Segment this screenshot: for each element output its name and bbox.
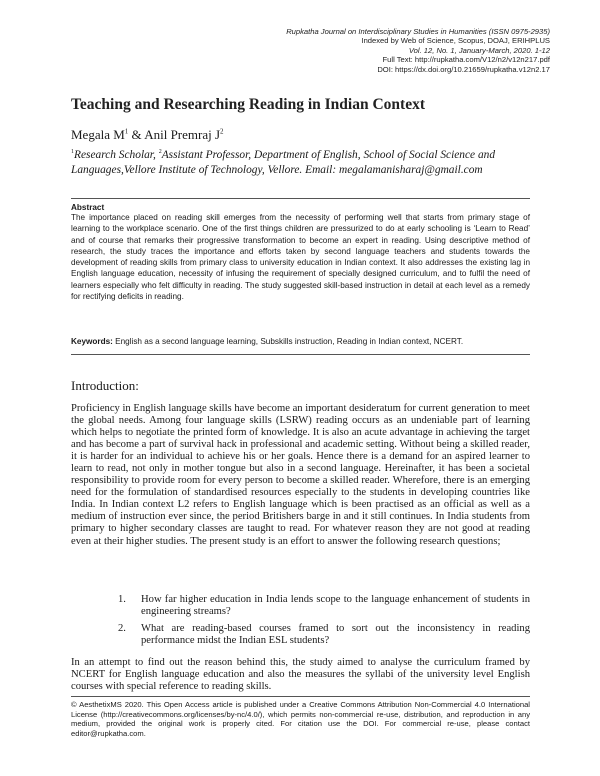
keywords-label: Keywords: [71, 337, 113, 346]
abstract-bottom-rule [71, 354, 530, 355]
paper-title: Teaching and Researching Reading in Indian Context [71, 96, 425, 113]
abstract-top-rule [71, 198, 530, 199]
journal-volume: Vol. 12, No. 1, January-March, 2020. 1-12 [408, 45, 550, 55]
research-question-2 [71, 623, 530, 647]
doi-link[interactable]: DOI: https://dx.doi.org/10.21659/rupkatha.v12n2.17 [377, 64, 550, 74]
introduction-paragraph-1: Proficiency in English language skills have become an important desideratum for current generation to meet the global needs. Among four language skills (LSRW) reading occurs as an undeniable part of learning which helps to negotiate the printed form of knowledge. It is also an acute advantage in achieving the target and has become a part of survival hack in professional and academic setting. Without being a skilled reader, it is harder for an individual to achieve his or her goals. Hence there is a demand for an aspired learner to learn to read, not only in mother tongue but also in a second language. Hereinafter, it has been a societal responsibility to provide room for every person to become a skilled reader. Wherefore, there is an emerging need for the formulation of standardised resources especially to the students in developing countries like India. In Indian context L2 refers to English language which is been practised as an official as well as a medium of instruction ever since, the period Britishers barge in and it still continues. In India students from primary to higher secondary classes are taught to read. For whatever reason they are not good at reading even at their higher studies. The present study is an effort to answer the following research questions; [71, 403, 530, 547]
question-number: 2. [118, 623, 126, 635]
author-1: Megala M [71, 127, 125, 142]
question-number: 1. [118, 594, 126, 605]
footer-rule [71, 696, 530, 697]
question-text: What are reading-based courses framed to sort out the inconsistency in reading performance midst the Indian ESL students? [141, 623, 530, 647]
affiliation-mark-1: 1 [71, 149, 74, 155]
abstract-heading: Abstract [71, 203, 105, 212]
introduction-paragraph-2: In an attempt to find out the reason behind this, the study aimed to analyse the curriculum framed by NCERT for English language education and also the measures the syllabi of the university level English courses with special reference to reading skills. [71, 657, 530, 693]
question-text: How far higher education in India lends scope to the language enhancement of students in engineering streams? [141, 594, 530, 618]
affiliation-text: Assistant Professor, Department of English, School of Social Science and Languages,Vellore Institute of Technology, Vellore. Email: megalamanisharaj@gmail.com [71, 148, 496, 176]
introduction-heading: Introduction: [71, 378, 139, 393]
affiliation [71, 145, 541, 177]
research-questions [71, 594, 530, 647]
keywords [71, 336, 530, 347]
author-line [71, 127, 224, 143]
journal-header [286, 27, 550, 74]
journal-name: Rupkatha Journal on Interdisciplinary Studies in Humanities (ISSN 0975-2935) [286, 27, 550, 36]
fulltext-link[interactable]: Full Text: http://rupkatha.com/V12/n2/v12n217.pdf [382, 55, 550, 65]
keywords-text: English as a second language learning, Subskills instruction, Reading in Indian context, NCERT. [112, 337, 464, 346]
author-separator: & [128, 127, 145, 142]
affiliation-mark-2: 2 [158, 149, 162, 155]
journal-indexing: Indexed by Web of Science, Scopus, DOAJ, ERIHPLUS [361, 36, 550, 46]
author-1-mark: 1 [124, 127, 129, 136]
author-2-mark: 2 [220, 127, 224, 136]
author-2: Anil Premraj J [144, 127, 221, 142]
license-footer: © AesthetixMS 2020. This Open Access article is published under a Creative Commons Attribution Non-Commercial 4.0 International License (http://creativecommons.org/licenses/by-nc/4.0/), which permits non-commercial re-use, distribution, and reproduction in any medium, provided the original work is properly cited. For citation use the DOI. For commercial re-use, please contact editor@rupkatha.com. [71, 700, 530, 738]
affiliation-role-1: Research Scholar, [74, 148, 156, 161]
research-question-1 [71, 594, 530, 618]
abstract-text: The importance placed on reading skill emerges from the necessity of performing well that starts from primary stage of learning to the workplace scenario. One of the first things children are pressurized to do at early schooling is ‘Learn to Read’ and of course that remarks their progressive transformation to become an expert in reading. Using descriptive method of research, the study traces the importance and efforts taken by second language teachers and students towards the development of reading skills from primary class to university education in Indian context. It also addresses the existing lag in English language education, necessity of infusing the requirement of specially designed curriculum, and to fulfil the need of learners especially who felt difficulty in reading. The study suggested skill-based instruction in detail at each level as a remedy for rectifying deficits in reading. [71, 213, 530, 302]
